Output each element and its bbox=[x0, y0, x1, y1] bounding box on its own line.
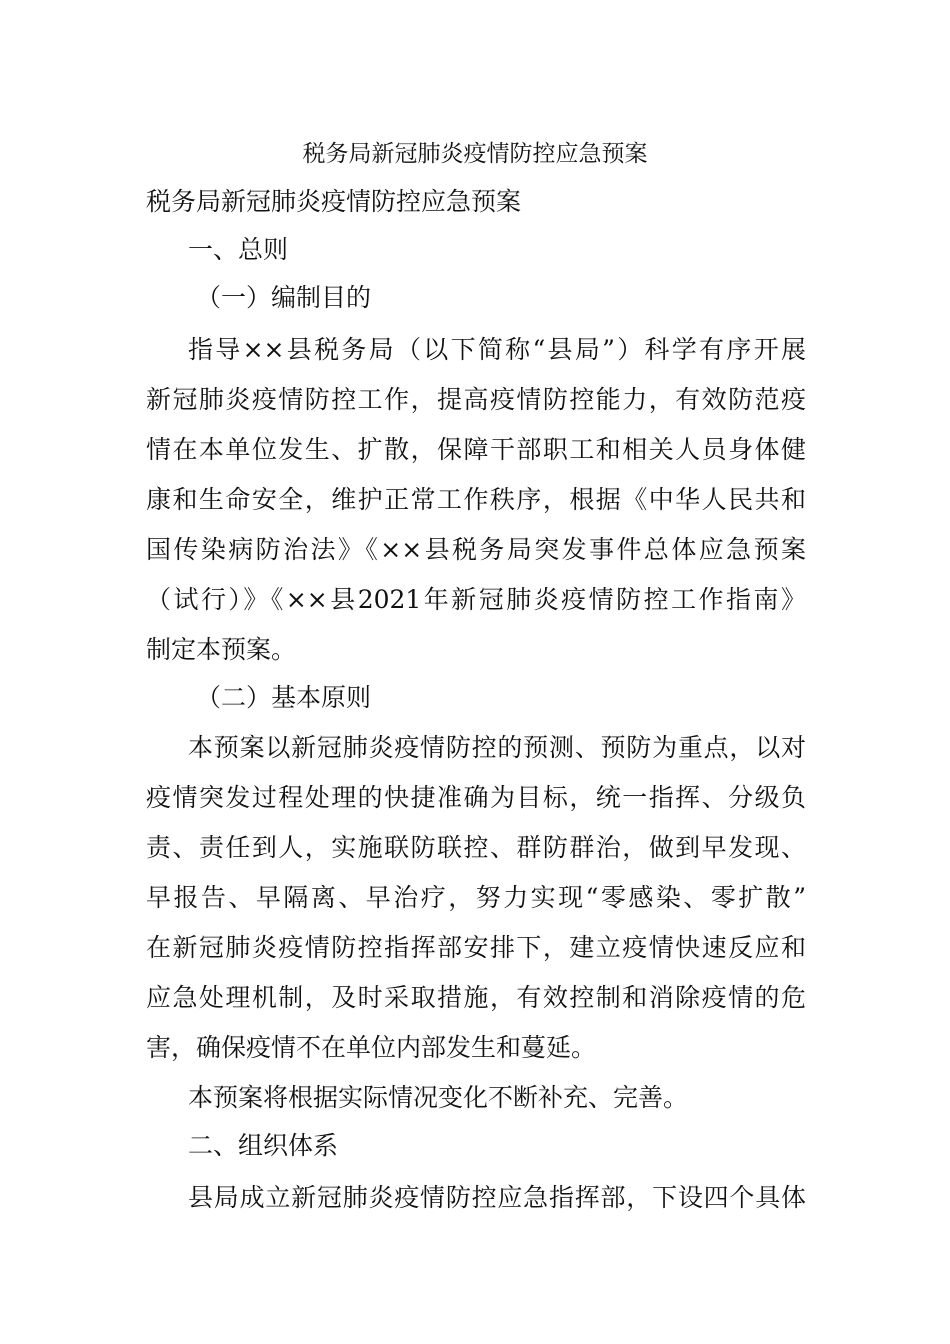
principles-paragraph-line: 疫情突发过程处理的快捷准确为目标，统一指挥、分级负 bbox=[146, 783, 806, 812]
principles-paragraph-line: 害，确保疫情不在单位内部发生和蔓延。 bbox=[146, 1033, 597, 1062]
principles-paragraph-line: 早报告、早隔离、早治疗，努力实现“零感染、零扩散” bbox=[146, 883, 806, 912]
purpose-paragraph-line: 指导××县税务局（以下简称“县局”）科学有序开展 bbox=[188, 335, 806, 364]
principles-paragraph-line: 应急处理机制，及时采取措施，有效控制和消除疫情的危 bbox=[146, 983, 806, 1012]
subsection-heading-principles: （二）基本原则 bbox=[196, 683, 372, 712]
supplement-paragraph: 本预案将根据实际情况变化不断补充、完善。 bbox=[188, 1083, 689, 1112]
purpose-paragraph-line: 康和生命安全，维护正常工作秩序，根据《中华人民共和 bbox=[146, 485, 806, 514]
purpose-paragraph-line: 制定本预案。 bbox=[146, 635, 297, 664]
organization-paragraph-line: 县局成立新冠肺炎疫情防控应急指挥部，下设四个具体 bbox=[188, 1183, 806, 1212]
principles-paragraph-line: 责、责任到人，实施联防联控、群防群治，做到早发现、 bbox=[146, 833, 806, 862]
section-heading-organization: 二、组织体系 bbox=[188, 1131, 339, 1160]
document-subtitle: 税务局新冠肺炎疫情防控应急预案 bbox=[146, 187, 522, 216]
principles-paragraph-line: 本预案以新冠肺炎疫情防控的预测、预防为重点，以对 bbox=[188, 733, 806, 762]
principles-paragraph-line: 在新冠肺炎疫情防控指挥部安排下，建立疫情快速反应和 bbox=[146, 933, 806, 962]
purpose-paragraph-line: 情在本单位发生、扩散，保障干部职工和相关人员身体健 bbox=[146, 435, 806, 464]
subsection-heading-purpose: （一）编制目的 bbox=[196, 283, 372, 312]
page-title: 税务局新冠肺炎疫情防控应急预案 bbox=[302, 141, 648, 167]
section-heading-general: 一、总则 bbox=[188, 235, 289, 264]
purpose-paragraph-line: （试行）》《××县2021年新冠肺炎疫情防控工作指南》 bbox=[146, 585, 806, 614]
purpose-paragraph-line: 国传染病防治法》《××县税务局突发事件总体应急预案 bbox=[146, 535, 806, 564]
purpose-paragraph-line: 新冠肺炎疫情防控工作，提高疫情防控能力，有效防范疫 bbox=[146, 385, 806, 414]
